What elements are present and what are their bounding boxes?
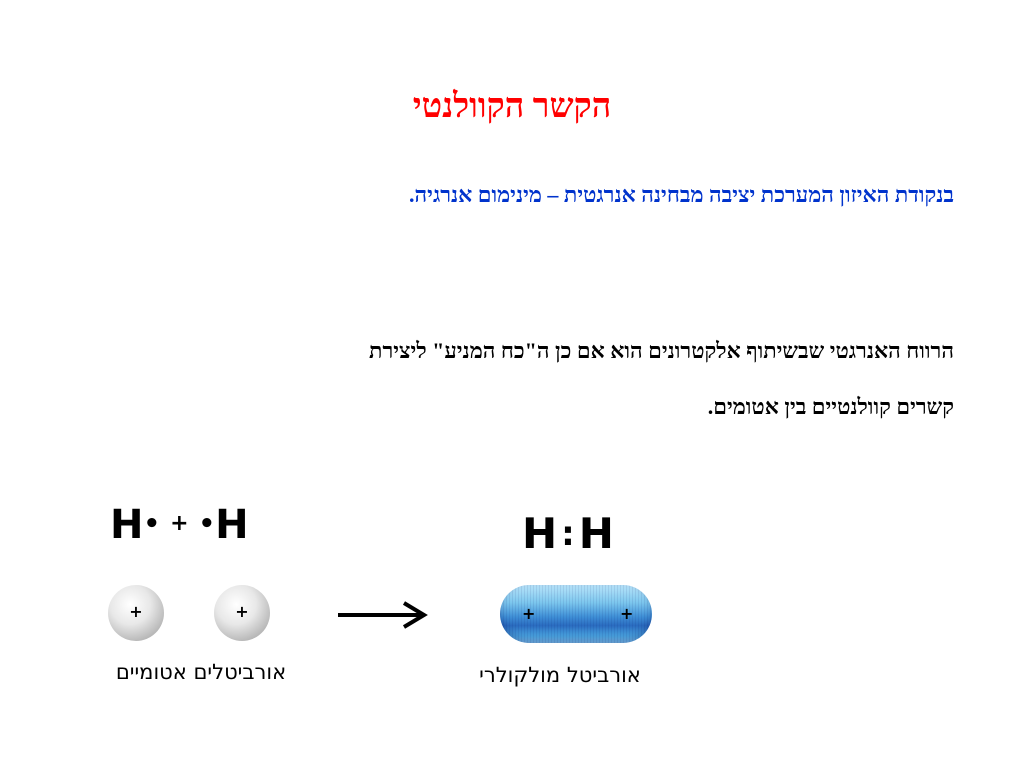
nucleus-plus-icon: + — [235, 602, 249, 621]
molecule-formula — [522, 508, 614, 563]
nucleus-plus-icon: + — [129, 602, 143, 621]
hydrogen-symbol-left: H — [110, 502, 144, 548]
atomic-orbital-sphere — [214, 585, 270, 641]
molecule-hydrogen-left: H — [522, 509, 558, 558]
nucleus-plus-icon: + — [620, 604, 634, 623]
shared-electron-pair: : — [561, 514, 575, 554]
body-paragraph — [74, 328, 954, 440]
atomic-orbital-sphere — [108, 585, 164, 641]
plus-sign: + — [170, 511, 189, 536]
body-line-1: הרווח האנרגטי שבשיתוף אלקטרונים הוא אם כן ה"כח המניע" ליצירת — [369, 338, 954, 363]
electron-dot-right: • — [198, 509, 216, 539]
molecule-hydrogen-right: H — [578, 509, 614, 558]
subtitle-text: בנקודת האיזון המערכת יציבה מבחינה אנרגטית – מינימום אנרגיה. — [409, 182, 954, 207]
molecular-orbital-capsule — [500, 585, 652, 643]
right-arrow-icon — [336, 598, 428, 632]
separate-atoms-formula — [110, 500, 249, 557]
nucleus-plus-icon: + — [522, 604, 536, 623]
electron-dot-left: • — [143, 509, 161, 539]
hydrogen-symbol-right: H — [215, 502, 249, 548]
molecular-orbital-caption: אורביטל מולקולרי — [479, 663, 641, 687]
slide-title: הקשר הקוולנטי — [412, 88, 612, 125]
atomic-orbitals-caption: אורביטלים אטומיים — [115, 660, 287, 684]
body-line-2: קשרים קוולנטיים בין אטומים. — [707, 394, 954, 419]
